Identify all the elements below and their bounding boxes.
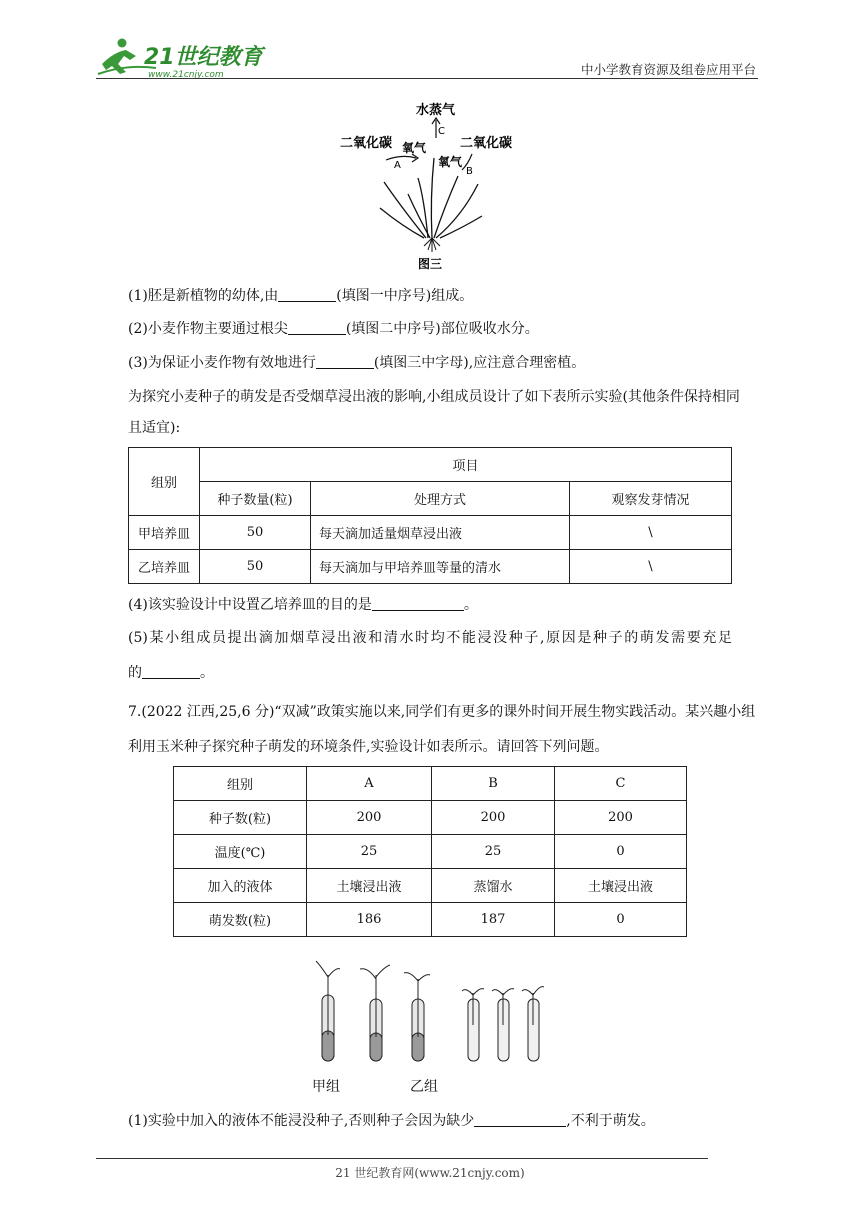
label-o2-right: 氧气 (438, 155, 463, 169)
label-c: C (438, 126, 445, 137)
question-5-line2: 的 。 (128, 665, 214, 681)
tube-group-b (462, 987, 544, 1061)
question-7-line1: 7.(2022 江西,25,6 分)“双减”政策实施以来,同学们有更多的课外时间开展生物实践活动。某兴趣小组 (128, 704, 756, 720)
table-row: 乙培养皿 50 每天滴加与甲培养皿等量的清水 \ (129, 550, 732, 584)
label-co2-right: 二氧化碳 (460, 136, 513, 151)
label-co2-left: 二氧化碳 (340, 136, 393, 151)
question-1: (1)胚是新植物的幼体,由 (填图一中序号)组成。 (128, 288, 474, 304)
footer-divider (96, 1158, 708, 1159)
table-row: 加入的液体 土壤浸出液 蒸馏水 土壤浸出液 (174, 869, 687, 903)
test-tubes-figure (300, 955, 560, 1065)
table1-col-count: 种子数量(粒) (200, 482, 311, 516)
corn-germination-table (173, 766, 687, 937)
question-7-line2: 利用玉米种子探究种子萌发的环境条件,实验设计如表所示。请回答下列问题。 (128, 739, 609, 755)
answer-blank-5[interactable] (142, 664, 200, 679)
label-b: B (466, 166, 473, 177)
table-row: 甲培养皿 50 每天滴加适量烟草浸出液 \ (129, 516, 732, 550)
label-water-vapor: 水蒸气 (416, 103, 456, 118)
answer-blank-2[interactable] (288, 320, 346, 335)
label-a: A (394, 160, 401, 171)
logo-text: 21世纪教育 (144, 45, 263, 70)
tobacco-experiment-table (128, 447, 732, 584)
table1-col-method: 处理方式 (311, 482, 570, 516)
table1-group-header: 组别 (129, 448, 200, 516)
table1-col-result: 观察发芽情况 (570, 482, 732, 516)
question-4: (4)该实验设计中设置乙培养皿的目的是 。 (128, 597, 478, 613)
logo-url: www.21cnjy.com (148, 70, 224, 80)
answer-blank-4[interactable] (372, 596, 464, 611)
header-platform-text: 中小学教育资源及组卷应用平台 (580, 62, 756, 77)
question-3: (3)为保证小麦作物有效地进行 (填图三中字母),应注意合理密植。 (128, 355, 586, 371)
tube-group-a (316, 961, 430, 1061)
answer-blank-1[interactable] (278, 287, 336, 302)
table-row: 组别 A B C (174, 767, 687, 801)
experiment-intro-line2: 且适宜): (128, 420, 181, 436)
table-row: 种子数(粒) 200 200 200 (174, 801, 687, 835)
table-row: 温度(℃) 25 25 0 (174, 835, 687, 869)
experiment-intro-line1: 为探究小麦种子的萌发是否受烟草浸出液的影响,小组成员设计了如下表所示实验(其他条件保持相同 (128, 389, 740, 405)
figure3-plant-diagram (332, 98, 532, 274)
question-2: (2)小麦作物主要通过根尖 (填图二中序号)部位吸收水分。 (128, 321, 539, 337)
tube-label-jia: 甲组 (312, 1079, 340, 1095)
site-logo (96, 34, 266, 82)
header-divider (96, 78, 758, 79)
table-row: 萌发数(粒) 186 187 0 (174, 903, 687, 937)
footer-text: 21 世纪教育网(www.21cnjy.com) (335, 1166, 525, 1180)
question-7-1: (1)实验中加入的液体不能浸没种子,否则种子会因为缺少 ,不利于萌发。 (128, 1113, 655, 1129)
table1-project-header: 项目 (200, 448, 732, 482)
answer-blank-3[interactable] (316, 354, 374, 369)
label-o2-left: 氧气 (402, 141, 427, 155)
answer-blank-7-1[interactable] (474, 1112, 566, 1127)
question-5-line1: (5)某小组成员提出滴加烟草浸出液和清水时均不能浸没种子,原因是种子的萌发需要充足 (128, 630, 732, 646)
figure3-caption: 图三 (418, 257, 443, 271)
tube-label-yi: 乙组 (410, 1079, 438, 1095)
